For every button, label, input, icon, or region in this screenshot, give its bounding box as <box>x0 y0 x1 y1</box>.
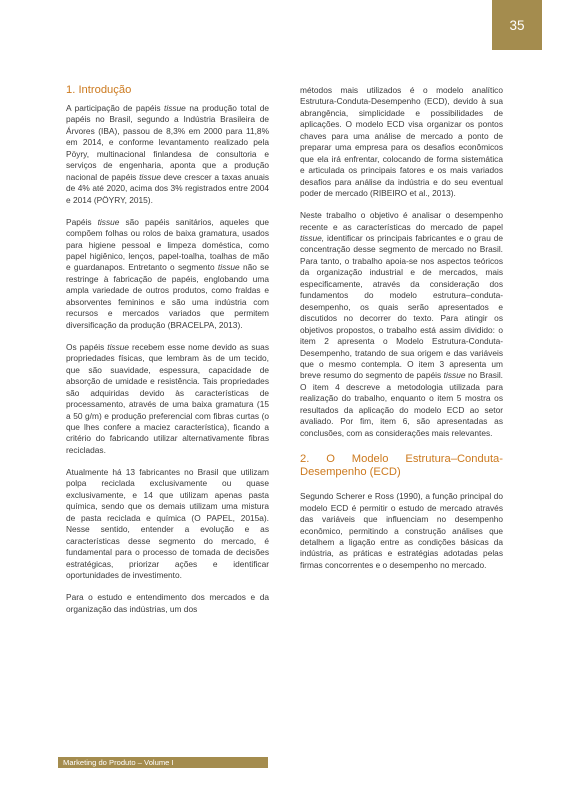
left-column <box>66 84 269 626</box>
intro-paragraph-7: Neste trabalho o objetivo é analisar o desempenho recente e as características do mercado de papel tissue, identificar os principais fabricantes e o grau de concentração desse segmento de mercado no Brasil. Para tanto, o trabalho apoia-se nos aspectos teóricos da organização industrial e de mercados, mais especificamente, através da consideração dos fundamentos do modelo estrutura–conduta- desempenho, os quais serão apresentados e discutidos no decorrer do texto. Para atingir os objetivos propostos, o trabalho está assim dividido: o item 2 apresenta o Modelo Estrutura-Conduta-Desempenho, tratando de sua origem e das variáveis que o mesmo contempla. O item 3 apresenta um breve resumo do segmento de papéis tissue no Brasil. O item 4 descreve a metodologia utilizada para realização do trabalho, enquanto o item 5 mostra os resultados da aplicação do modelo ECD ao setor avaliado. Por fim, item 6, são apresentadas as conclusões, com as considerações mais relevantes. <box>300 210 503 438</box>
intro-paragraph-3: Os papéis tissue recebem esse nome devido as suas propriedades físicas, que lembram às de um tecido, que são suavidade, espessura, capacidade de absorção de umidade e resistência. Tais propriedades são adquiridas devido às características de processamento, através de uma baixa gramatura (15 a 50 g/m) e produção preferencial com fibras curtas (o que lhes confere a maciez característica), ficando a critério do fabricando utilizar alternativamente fibras recicladas. <box>66 341 269 455</box>
section-1-title: 1. Introdução <box>66 84 132 96</box>
ecd-paragraph-1: Segundo Scherer e Ross (1990), a função principal do modelo ECD é permitir o estudo de mercado através das variáveis que influenciam no desempenho econômico, permitindo a construção análises que detalhem a ligação entre as condições básicas da indústria, as práticas e estratégias adotadas pelas firmas concorrentes e o desempenho no mercado. <box>300 491 503 570</box>
page-number: 35 <box>509 17 525 33</box>
intro-paragraph-1: A participação de papéis tissue na produção total de papéis no Brasil, segundo a Indústria Brasileira de Árvores (IBA), passou de 8,3% em 2000 para 11,8% em 2014, e conforme levantamento realizado pela Pöyry, multinacional finlandesa de consultoria e serviços de engenharia, aponta que a produção nacional de papéis tissue deve crescer a taxas anuais de 4% até 2020, acima dos 3% registrados entre 2004 e 2014 (PÖYRY, 2015). <box>66 103 269 205</box>
page-number-badge <box>492 0 542 50</box>
intro-paragraph-4: Atualmente há 13 fabricantes no Brasil que utilizam polpa reciclada exclusivamente ou quase exclusivamente, e 14 que utilizam apenas pasta química, sendo que os demais utilizam uma mistura de pasta reciclada e química (O PAPEL, 2015a). Nesse sentido, entender a evolução e as características desse segmento do mercado, é fundamental para o processo de tomada de decisões estratégicas, priorizar ações e identificar oportunidades de investimento. <box>66 466 269 580</box>
right-column <box>300 85 503 582</box>
section-2-title: 2. O Modelo Estrutura–Conduta-Desempenho (ECD) <box>300 453 503 479</box>
intro-paragraph-2: Papéis tissue são papéis sanitários, aqueles que compõem folhas ou rolos de baixa gramatura, usados para higiene pessoal e limpeza doméstica, como papel higiênico, lenços, papel-toalha, toalhas de mão e guardanapos. Entretanto o segmento tissue não se restringe à fabricação de papéis, englobando uma ampla variedade de outros produtos, como fraldas e absorventes femininos e são uma indústria com recursos e mercados variados que permitem diversificação da produção (BRACELPA, 2013). <box>66 216 269 330</box>
intro-paragraph-5: Para o estudo e entendimento dos mercados e da organização das indústrias, um dos <box>66 592 269 614</box>
intro-paragraph-6: métodos mais utilizados é o modelo analítico Estrutura-Conduta-Desempenho (ECD), devido à sua abrangência, simplicidade e possibilidades de aplicações. O modelo ECD visa organizar os pontos chaves para uma análise de mercado a ponto de preparar uma empresa para os desafios econômicos que ela irá enfrentar, colocando de forma sistemática e articulada os principais fatores e os mais variados desafios para análise da indústria e do seu eventual poder de mercado (RIBEIRO et al., 2013). <box>300 85 503 199</box>
footer-bar <box>58 757 268 768</box>
footer-text: Marketing do Produto – Volume I <box>63 758 174 767</box>
